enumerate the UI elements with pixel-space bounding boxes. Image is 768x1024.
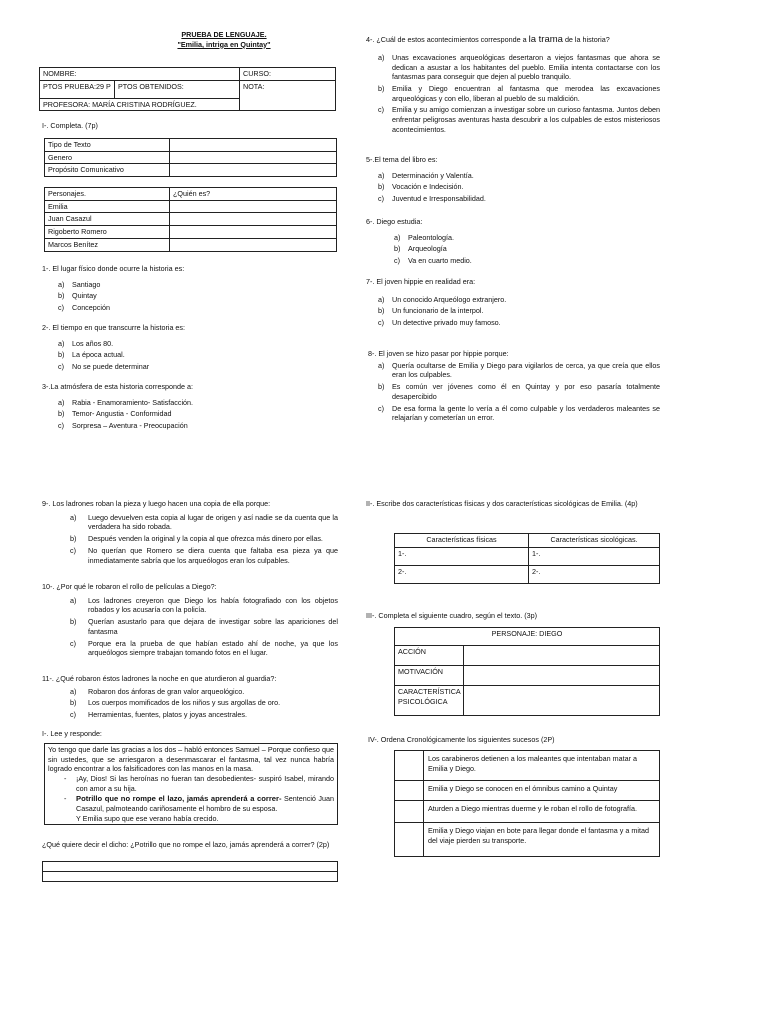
- option[interactable]: a) Un conocido Arqueólogo extranjero.: [378, 294, 507, 304]
- question-7: [366, 277, 656, 330]
- diego-table: [394, 627, 660, 716]
- psychological-2[interactable]: 2-.: [529, 566, 660, 584]
- row-label: Genero: [45, 151, 170, 164]
- order-box[interactable]: [395, 801, 424, 823]
- answer-lines: [42, 861, 338, 882]
- character-name: Rigoberto Romero: [45, 226, 170, 239]
- answer-cell[interactable]: [464, 666, 660, 686]
- option[interactable]: c) Juventud e Irresponsabilidad.: [378, 194, 486, 204]
- option[interactable]: a) Unas excavaciones arqueológicas desertaron a viejos fantasmas que ahora se dedican a asustar a los habitantes del pueblo. Emilia intenta contactarse con los fantasmas para conseguir que dejen al pueblo tranquilo.: [378, 52, 660, 82]
- event-text: Aturden a Diego mientras duerme y le roban el rollo de fotografía.: [424, 801, 660, 823]
- event-text: Emilia y Diego se conocen en el ómnibus camino a Quintay: [424, 781, 660, 801]
- option[interactable]: b) Arqueología: [394, 244, 447, 254]
- answer-cell[interactable]: [170, 238, 337, 251]
- test-subtitle: "Emilia, intriga en Quintay": [177, 39, 271, 49]
- character-name: Juan Casazul: [45, 213, 170, 226]
- option[interactable]: c) Emilia y su amigo comienzan a investigar sobre un curioso fantasma. Juntos deben enfrentar peligrosas aventuras hasta descubrir a los culpables de estos misteriosos acontecimientos.: [378, 105, 660, 134]
- section-2-heading: II-. Escribe dos características físicas y dos características sicológicas de Emilia. (4p): [366, 499, 638, 508]
- lee-heading: I-. Lee y responde:: [42, 729, 102, 738]
- option[interactable]: a) Luego devuelven esta copia al lugar de origen y así nadie se da cuenta que la verdadera ha sido robada.: [70, 512, 338, 532]
- question-3: [42, 382, 332, 433]
- option[interactable]: b) Es común ver jóvenes como él en Quintay y por eso pasaría totalmente desapercibido: [378, 382, 660, 401]
- option[interactable]: b) Después venden la original y la copia al que ofrezca más dinero por ellas.: [70, 534, 323, 544]
- text-type-table: [44, 138, 337, 177]
- question-text: 7-. El joven hippie en realidad era:: [366, 277, 476, 286]
- answer-cell[interactable]: [170, 164, 337, 177]
- test-title-block: [114, 30, 334, 49]
- option[interactable]: c) Va en cuarto medio.: [394, 256, 472, 266]
- passage-bullet: - ¡Ay, Dios! Si las heroínas no fueran tan desobedientes- suspiró Isabel, mirando con amor a su hija.: [64, 774, 334, 793]
- ptos-obtenidos-field[interactable]: PTOS OBTENIDOS:: [115, 80, 240, 98]
- question-text: 1-. El lugar físico donde ocurre la historia es:: [42, 264, 185, 273]
- character-name: Emilia: [45, 200, 170, 213]
- option[interactable]: b) Temor- Angustia - Conformidad: [58, 409, 172, 419]
- answer-cell[interactable]: [464, 646, 660, 666]
- section-3-heading: III-. Completa el siguiente cuadro, según el texto. (3p): [366, 611, 537, 620]
- answer-cell[interactable]: [170, 213, 337, 226]
- diego-title: PERSONAJE: DIEGO: [395, 628, 660, 646]
- question-text: 10-. ¿Por qué le robaron el rollo de películas a Diego?:: [42, 582, 217, 591]
- option[interactable]: a) Quería ocultarse de Emilia y Diego para vigilarlos de cerca, ya que creía que ellos eran los culpables.: [378, 360, 660, 380]
- option[interactable]: c) Herramientas, fuentes, platos y joyas ancestrales.: [70, 710, 247, 720]
- question-11: [42, 674, 338, 722]
- question-text: 9-. Los ladrones roban la pieza y luego hacen una copia de ella porque:: [42, 499, 271, 508]
- question-1: [42, 264, 332, 315]
- psychological-header: Características sicológicas.: [529, 534, 660, 548]
- answer-line[interactable]: [43, 862, 338, 872]
- option[interactable]: c) Porque era la prueba de que habían estado ahí de noche, ya que los arqueólogos siempre trabajan tomando fotos en el lugar.: [70, 638, 338, 658]
- row-label: Propósito Comunicativo: [45, 164, 170, 177]
- nota-field[interactable]: NOTA:: [240, 80, 336, 111]
- option[interactable]: a) Los ladrones creyeron que Diego los había fotografiado con los objetos robados y los acusaría con la policía.: [70, 595, 338, 615]
- option[interactable]: c) De esa forma la gente lo vería a él como culpable y los verdaderos maleantes se relajarían y cometerían un error.: [378, 403, 660, 423]
- answer-cell[interactable]: [170, 226, 337, 239]
- accion-label: ACCIÓN: [395, 646, 464, 666]
- question-text: 3-.La atmósfera de esta historia corresponde a:: [42, 382, 194, 391]
- option[interactable]: c) No querían que Romero se diera cuenta que faltaba esa pieza ya que inmediatamente sabría que los arqueólogos eran los culpables.: [70, 545, 338, 565]
- question-8: [368, 349, 660, 425]
- question-text: 4-. ¿Cuál de estos acontecimientos corresponde a la trama de la historia?: [366, 34, 610, 45]
- option[interactable]: b) Vocación e Indecisión.: [378, 182, 464, 192]
- option[interactable]: b) Un funcionario de la interpol.: [378, 306, 484, 316]
- answer-cell[interactable]: [170, 139, 337, 152]
- option[interactable]: b) Emilia y Diego encuentran al fantasma que merodea las excavaciones arqueológicas y con ello, liberan al pueblo de su maldición.: [378, 83, 660, 103]
- option[interactable]: b) Querían asustarlo para que dejara de investigar sobre las apariciones del fantasma: [70, 617, 338, 636]
- question-2: [42, 323, 332, 374]
- order-box[interactable]: [395, 781, 424, 801]
- physical-header: Características físicas: [395, 534, 529, 548]
- row-label: Tipo de Texto: [45, 139, 170, 152]
- option[interactable]: c) No se puede determinar: [58, 362, 150, 372]
- question-10: [42, 582, 338, 660]
- option[interactable]: c) Concepción: [58, 303, 110, 313]
- motivacion-label: MOTIVACIÓN: [395, 666, 464, 686]
- question-6: [366, 217, 656, 268]
- answer-cell[interactable]: [464, 686, 660, 716]
- characters-header: Personajes.: [45, 188, 170, 201]
- chronology-table: [394, 750, 660, 857]
- option[interactable]: a) Rabia - Enamoramiento- Satisfacción.: [58, 397, 194, 407]
- option[interactable]: b) La época actual.: [58, 350, 125, 360]
- option[interactable]: a) Determinación y Valentía.: [378, 170, 474, 180]
- passage-paragraph: Y Emilia supo que ese verano había crecido.: [76, 813, 219, 823]
- reading-passage: [44, 743, 338, 825]
- question-text: 6-. Diego estudia:: [366, 217, 423, 226]
- answer-cell[interactable]: [170, 151, 337, 164]
- question-5: [366, 155, 656, 206]
- psychological-1[interactable]: 1-.: [529, 548, 660, 566]
- caracteristica-label: CARACTERÍSTICA PSICOLÓGICA: [395, 686, 464, 716]
- question-9: [42, 499, 338, 567]
- option[interactable]: b) Los cuerpos momificados de los niños y sus argollas de oro.: [70, 698, 281, 708]
- section-4-heading: IV-. Ordena Cronológicamente los siguientes sucesos (2P): [368, 735, 555, 744]
- characters-table: [44, 187, 337, 252]
- option[interactable]: a) Los años 80.: [58, 338, 114, 348]
- option[interactable]: b) Quintay: [58, 291, 97, 301]
- curso-field[interactable]: CURSO:: [240, 68, 336, 81]
- test-title: PRUEBA DE LENGUAJE.: [181, 30, 267, 39]
- option[interactable]: c) Un detective privado muy famoso.: [378, 318, 501, 328]
- ptos-prueba-label: PTOS PRUEBA:29 P: [40, 80, 115, 98]
- physical-2[interactable]: 2-.: [395, 566, 529, 584]
- passage-bullet: - Potrillo que no rompe el lazo, jamás aprenderá a correr- Sentenció Juan Casazul, palmoteando cariñosamente el hombro de su esposa.: [64, 793, 334, 813]
- event-text: Emilia y Diego viajan en bote para llegar donde el fantasma y a mitad del viaje pierden su transporte.: [424, 823, 660, 857]
- profesora-label: PROFESORA: MARÍA CRISTINA RODRÍGUEZ.: [40, 98, 240, 111]
- question-text: 2-. El tiempo en que transcurre la historia es:: [42, 323, 186, 332]
- answer-line[interactable]: [43, 872, 338, 882]
- physical-1[interactable]: 1-.: [395, 548, 529, 566]
- question-text: 5-.El tema del libro es:: [366, 155, 438, 164]
- event-text: Los carabineros detienen a los maleantes que intentaban matar a Emilia y Diego.: [424, 751, 660, 781]
- question-text: 8-. El joven se hizo pasar por hippie porque:: [368, 349, 509, 358]
- passage-paragraph: Yo tengo que darle las gracias a los dos – habló entonces Samuel – Porque confieso que sin ustedes, que se arriesgaron a desenmascarar el fantasma, tal vez nunca habría logrado encontrar a los falsificadores con las manos en la masa.: [48, 745, 334, 774]
- question-4: [366, 34, 660, 137]
- option[interactable]: a) Paleontología.: [394, 232, 454, 242]
- order-box[interactable]: [395, 751, 424, 781]
- saying-question: ¿Qué quiere decir el dicho: ¿Potrillo que no rompe el lazo, jamás aprenderá a correr? (2p): [42, 840, 330, 849]
- option[interactable]: c) Sorpresa – Aventura - Preocupación: [58, 421, 188, 431]
- character-name: Marcos Benítez: [45, 238, 170, 251]
- answer-cell[interactable]: [170, 200, 337, 213]
- section-1-heading: I-. Completa. (7p): [42, 121, 98, 130]
- quien-header: ¿Quién es?: [170, 188, 337, 201]
- option[interactable]: a) Santiago: [58, 279, 101, 289]
- student-info-table: [39, 67, 336, 111]
- characteristics-table: [394, 533, 660, 584]
- question-text: 11-. ¿Qué robaron éstos ladrones la noche en que aturdieron al guardia?:: [42, 674, 277, 683]
- order-box[interactable]: [395, 823, 424, 857]
- option[interactable]: a) Robaron dos ánforas de gran valor arqueológico.: [70, 686, 245, 696]
- nombre-field[interactable]: NOMBRE:: [40, 68, 240, 81]
